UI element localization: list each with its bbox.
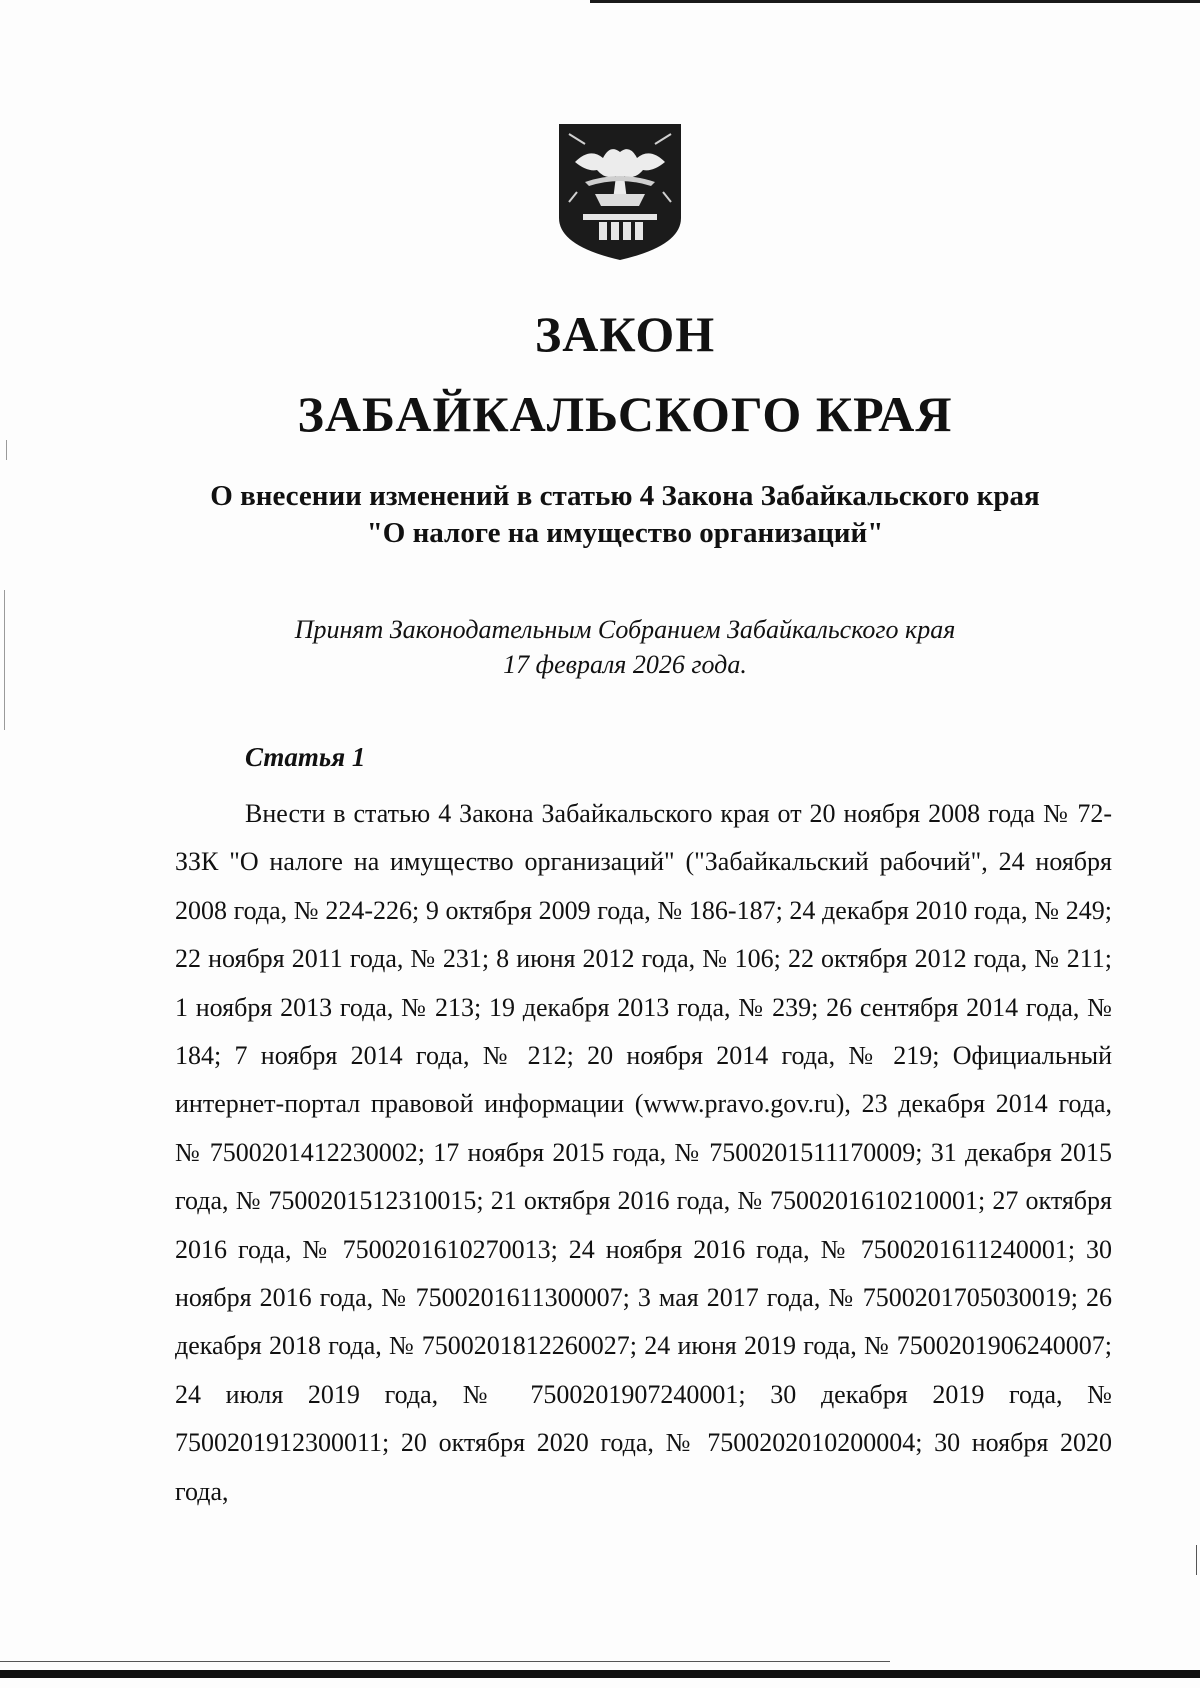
zabaikalsky-krai-coat-of-arms-icon — [555, 122, 685, 262]
scan-right-mark — [1196, 1545, 1197, 1575]
adoption-date: 17 февраля 2026 года. — [503, 650, 747, 679]
scan-left-mark — [6, 440, 7, 460]
adoption-note-line: Принят Законодательным Собранием Забайкальского края — [294, 615, 956, 644]
article-body: Внести в статью 4 Закона Забайкальского края от 20 ноября 2008 года № 72-ЗЗК "О налоге на имущество организаций" ("Забайкальский рабочий", 24 ноября 2008 года, № 224-226; 9 октября 2009 года, № 186-187; 24 декабря 2010 года, № 249; 22 ноября 2011 года, № 231; 8 июня 2012 года, № 106; 22 октября 2012 года, № 211; 1 ноября 2013 года, № 213; 19 декабря 2013 года, № 239; 26 сентября 2014 года, № 184; 7 ноября 2014 года, № 212; 20 ноября 2014 года, № 219; Официальный интернет-портал правовой информации (www.pravo.gov.ru), 23 декабря 2014 года, № 7500201412230002; 17 ноября 2015 года, № 7500201511170009; 31 декабря 2015 года, № 7500201512310015; 21 октября 2016 года, № 7500201610210001; 27 октября 2016 года, № 7500201610270013; 24 ноября 2016 года, № 7500201611240001; 30 ноября 2016 года, № 7500201611300007; 3 мая 2017 года, № 7500201705030019; 26 декабря 2018 года, № 7500201812260027; 24 июня 2019 года, № 7500201906240007; 24 июля 2019 года, № 7500201907240001; 30 декабря 2019 года, № 7500201912300011; 20 октября 2020 года, № 7500202010200004; 30 ноября 2020 года, — [175, 799, 1112, 1506]
article-heading: Статья 1 — [245, 742, 366, 772]
scan-top-border — [590, 0, 1200, 3]
adoption-note — [0, 612, 1200, 682]
law-title: ЗАКОН — [534, 306, 716, 362]
law-region-title: ЗАБАЙКАЛЬСКОГО КРАЯ — [297, 386, 953, 442]
law-subject-line: "О налоге на имущество организаций" — [366, 517, 884, 549]
law-subject — [0, 478, 1200, 552]
scan-bottom-border — [0, 1670, 1200, 1678]
law-subject-line: О внесении изменений в статью 4 Закона Забайкальского края — [210, 480, 1040, 512]
scan-bottom-line — [0, 1661, 890, 1662]
